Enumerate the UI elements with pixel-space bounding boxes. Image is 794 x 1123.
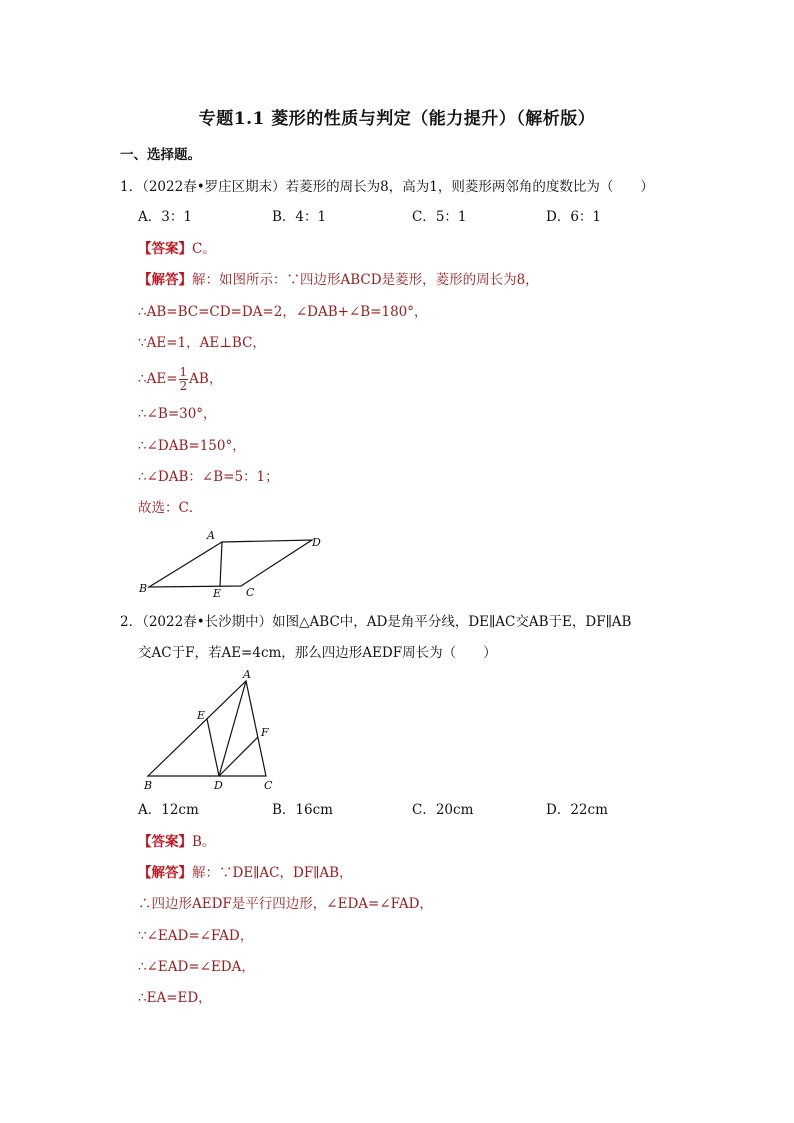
q1-solution-line-5: ∴∠B=30°， [138,406,217,422]
label-e2: E [197,709,206,722]
q2-solution-line-2: ∴四边形AEDF是平行四边形，∠EDA=∠FAD， [138,896,433,912]
q1-solution-line-1: 【解答】解：如图所示：∵四边形ABCD是菱形，菱形的周长为8， [138,272,539,288]
q2-solution-line-1: 【解答】解：∵DE∥AC，DF∥AB， [138,865,353,881]
q2-stem-line-1: 2．（2022春•长沙期中）如图△ABC中，AD是角平分线，DE∥AC交AB于E，DF∥AB [120,614,632,630]
label-e: E [213,587,222,600]
q2-solution-line-5: ∴EA=ED， [138,990,212,1006]
q1-option-c: C．5：1 [412,209,467,225]
q2-solution-line-3: ∵∠EAD=∠FAD， [138,928,254,944]
segment-de [207,719,219,776]
label-a2: A [243,668,251,681]
q2-option-c: C．20cm [412,802,474,818]
q2-solution-line-4: ∴∠EAD=∠EDA， [138,959,255,975]
label-f2: F [261,726,269,739]
label-b: B [139,582,148,595]
label-a: A [207,529,215,542]
q2-stem-line-2: 交AC于F，若AE=4cm，那么四边形AEDF周长为（ ） [138,645,497,661]
answer-tag: 【答案】 [138,241,192,257]
q2-answer: 【答案】B。 [138,834,216,850]
q2-option-b: B．16cm [272,802,333,818]
label-c: C [246,586,255,599]
q1-solution-line-3: ∵AE=1，AE⊥BC， [138,335,266,351]
q1-stem: 1．（2022春•罗庄区期末）若菱形的周长为8，高为1，则菱形两邻角的度数比为（ ） [120,179,654,195]
label-d2: D [214,779,223,792]
document-title: 专题1.1 菱形的性质与判定（能力提升）（解析版） [198,109,596,129]
section-heading: 一、选择题。 [120,147,201,163]
q1-solution-line-2: ∴AB=BC=CD=DA=2，∠DAB+∠B=180°， [138,304,428,320]
q1-solution-line-8: 故选：C． [138,500,203,516]
q1-option-b: B．4：1 [272,209,327,225]
label-d: D [312,536,321,549]
q2-option-a: A．12cm [138,802,199,818]
q1-option-d: D．6：1 [546,209,602,225]
solution-tag: 【解答】 [138,272,192,288]
fraction-one-half: $\frac{1}{2}$ [179,365,188,393]
answer-value: C。 [192,241,216,257]
label-b2: B [144,779,153,792]
q1-option-a: A．3：1 [138,209,192,225]
q1-solution-line-7: ∴∠DAB：∠B=5：1； [138,469,279,485]
label-c2: C [264,779,273,792]
triangle-abc [148,681,266,776]
q2-option-d: D．22cm [546,802,608,818]
q1-solution-line-4: ∴AE= $\frac{1}{2}$ AB， [138,365,223,393]
q1-solution-line-6: ∴∠DAB=150°， [138,438,246,454]
